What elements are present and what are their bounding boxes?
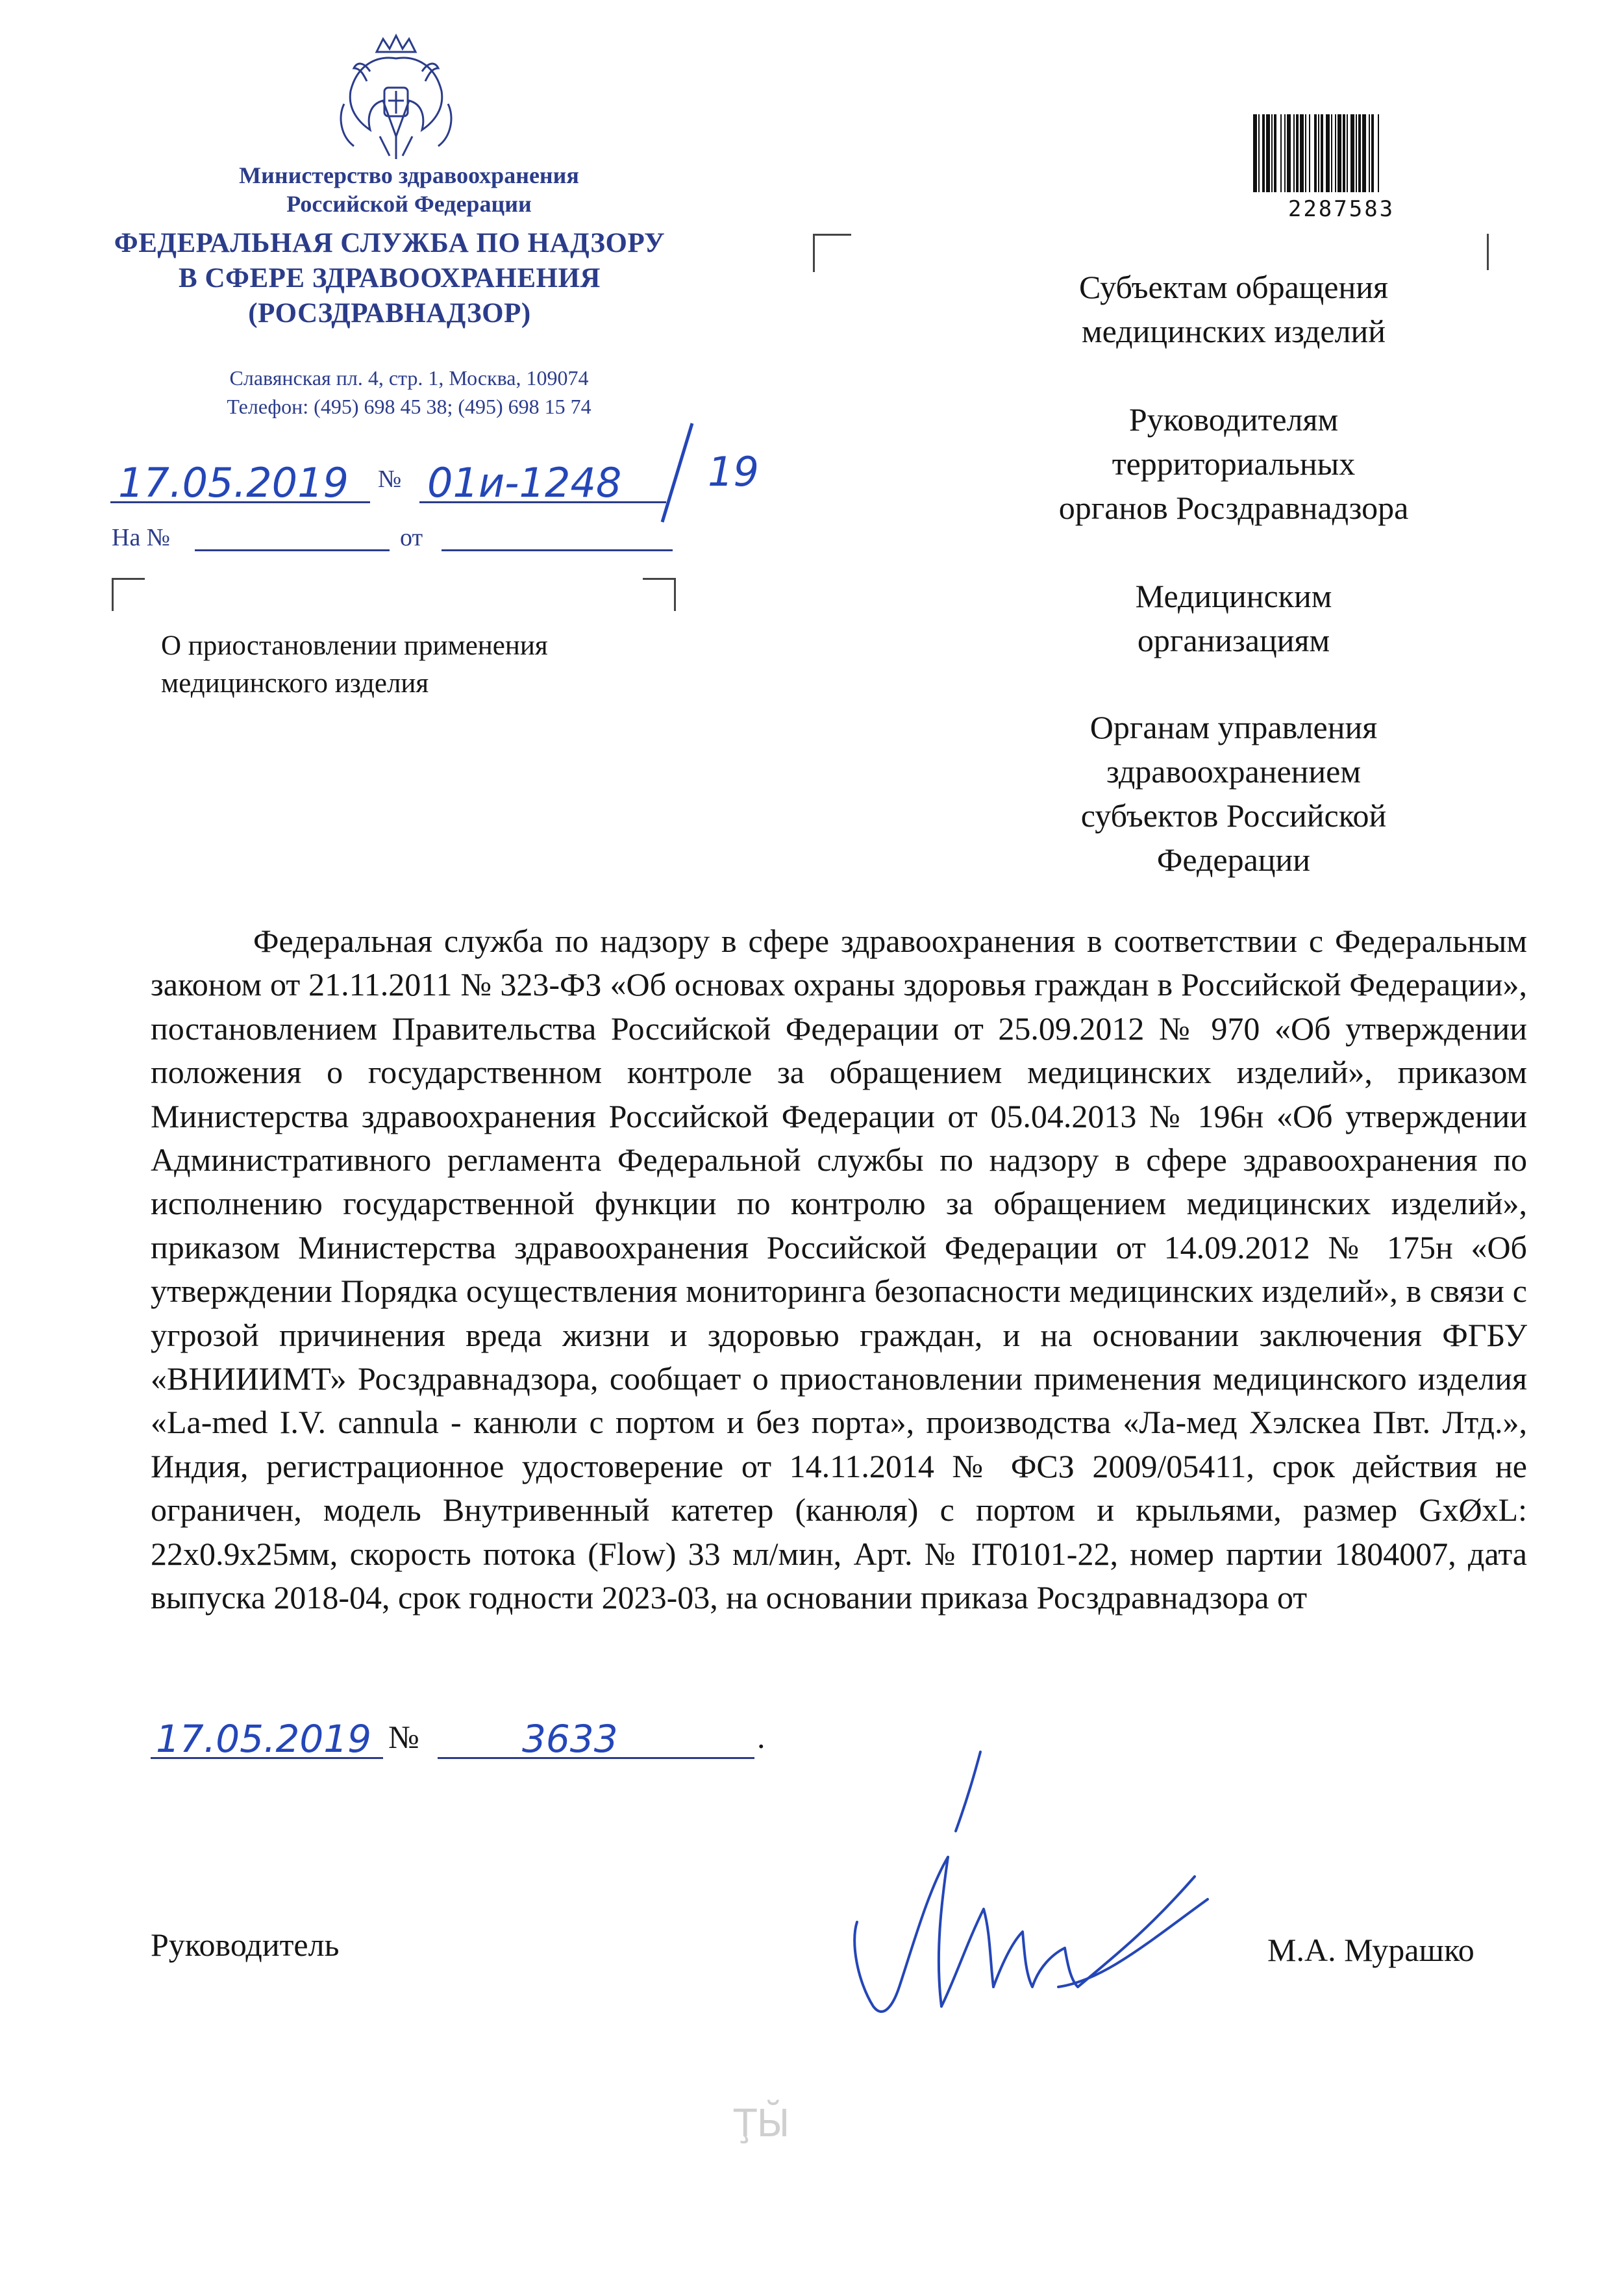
- subject-line-1: О приостановлении применения: [161, 630, 548, 661]
- recipient-block: [961, 265, 1506, 353]
- barcode-bar: [1356, 114, 1357, 192]
- barcode-bar: [1262, 114, 1265, 192]
- outgoing-date-field: [110, 455, 370, 506]
- faint-stamp-mark: ŢЫ̆: [734, 2101, 790, 2145]
- barcode-bar: [1318, 114, 1319, 192]
- barcode-bar: [1350, 114, 1354, 192]
- order-period: .: [757, 1719, 765, 1755]
- addressee-corner-left: [813, 234, 851, 272]
- barcode-bar: [1335, 114, 1336, 192]
- reply-date-blank: [442, 549, 673, 551]
- barcode-bar: [1314, 114, 1317, 192]
- outgoing-number-field: [419, 455, 666, 506]
- outgoing-slash-mark: [657, 421, 696, 525]
- barcode-bar: [1378, 114, 1379, 192]
- outgoing-number-sign: №: [378, 466, 402, 493]
- letterhead-address: Славянская пл. 4, стр. 1, Москва, 109074: [229, 366, 589, 390]
- service-line-1: ФЕДЕРАЛЬНАЯ СЛУЖБА ПО НАДЗОРУ: [114, 228, 666, 258]
- double-headed-eagle-emblem-icon: [331, 26, 461, 169]
- recipient-line: организациям: [1137, 622, 1330, 658]
- recipient-line: субъектов Российской: [1080, 797, 1387, 834]
- outgoing-year-handwritten: 19: [708, 448, 759, 495]
- recipient-line: медицинских изделий: [1081, 313, 1386, 349]
- ministry-line-1: Министерство здравоохранения: [239, 162, 579, 188]
- barcode-bar: [1305, 114, 1306, 192]
- recipient-line: Субъектам обращения: [1079, 269, 1388, 305]
- ministry-line-2: Российской Федерации: [286, 191, 532, 217]
- recipient-line: Руководителям: [1128, 401, 1339, 438]
- letterhead-phone: Телефон: (495) 698 45 38; (495) 698 15 74: [227, 395, 591, 418]
- service-line-2: В СФЕРЕ ЗДРАВООХРАНЕНИЯ: [179, 263, 601, 293]
- barcode-bar: [1362, 114, 1366, 192]
- handwritten-signature: [844, 1747, 1260, 2045]
- barcode-bar: [1326, 114, 1330, 192]
- order-date-handwritten: 17.05.2019: [156, 1717, 372, 1761]
- barcode-bar: [1296, 114, 1299, 192]
- barcode-bar: [1358, 114, 1361, 192]
- order-number-handwritten: 3633: [522, 1717, 618, 1761]
- recipient-line: Медицинским: [1135, 578, 1332, 614]
- service-name: [97, 226, 682, 331]
- order-date-field: [151, 1714, 383, 1759]
- barcode-bar: [1293, 114, 1295, 192]
- reply-number-blank: [195, 549, 390, 551]
- order-number-sign: №: [388, 1719, 419, 1755]
- recipient-block: [961, 705, 1506, 882]
- barcode-bar: [1343, 114, 1345, 192]
- barcode-bar: [1280, 114, 1282, 192]
- recipient-block: [961, 397, 1506, 530]
- letter-body: Федеральная служба по надзору в сфере здравоохранения в соответствии с Федеральным законом от 21.11.2011 № 323-ФЗ «Об основах охраны здоровья граждан в Российской Федерации», постановлением Правительства Российской Федерации от 25.09.2012 № 970 «Об утверждении положения о государственном контроле за обращением медицинских изделий», приказом Министерства здравоохранения Российской Федерации от 05.04.2013 № 196н «Об утверждении Административного регламента Федеральной службы по надзору в сфере здравоохранения по исполнению государственной функции по контролю за обращением медицинских изделий», приказом Министерства здравоохранения Российской Федерации от 14.09.2012 № 175н «Об утверждении Порядка осуществления мониторинга безопасности медицинских изделий», в связи с угрозой причинения вреда жизни и здоровью граждан, и на основании заключения ФГБУ «ВНИИИМТ» Росздравнадзора, сообщает о приостановлении применения медицинского изделия «La-med I.V. cannula - канюли с портом и без порта», производства «Ла-мед Хэлскеа Пвт. Лтд.», Индия, регистрационное удостоверение от 14.11.2014 № ФСЗ 2009/05411, срок действия не ограничен, модель Внутривенный катетер (канюля) с портом и крыльями, размер GxØxL: 22x0.9x25мм, скорость потока (Flow) 33 мл/мин, Арт. № IT0101-22, номер партии 1804007, дата выпуска 2018-04, срок годности 2023-03, на основании приказа Росздравнадзора от: [151, 923, 1527, 1616]
- subject-line-2: медицинского изделия: [161, 668, 429, 699]
- recipient-line: здравоохранением: [1106, 753, 1361, 790]
- recipient-line: Федерации: [1156, 842, 1311, 878]
- barcode-bar: [1258, 114, 1260, 192]
- barcode-bar: [1309, 114, 1310, 192]
- subject-corner-right: [643, 578, 676, 611]
- recipient-line: органов Росздравнадзора: [1058, 490, 1409, 526]
- reply-from-label: от: [400, 524, 423, 551]
- recipient-line: территориальных: [1112, 445, 1356, 482]
- reply-number-label: На №: [112, 524, 171, 551]
- recipient-block: [961, 574, 1506, 662]
- ministry-name: [117, 161, 701, 218]
- barcode-bar: [1338, 114, 1341, 192]
- barcode-bar: [1253, 114, 1257, 192]
- barcode-number: 2287583: [1288, 196, 1395, 222]
- signer-title: Руководитель: [151, 1927, 340, 1963]
- letter-subject: [161, 627, 680, 703]
- subject-corner-left: [112, 578, 145, 611]
- barcode-image: [1252, 114, 1431, 203]
- signer-name: М.А. Мурашко: [1267, 1932, 1474, 1968]
- barcode-bar: [1274, 114, 1276, 192]
- barcode-bar: [1369, 114, 1370, 192]
- order-number-field: [438, 1714, 754, 1759]
- barcode-bar: [1287, 114, 1291, 192]
- barcode-bar: [1347, 114, 1348, 192]
- outgoing-number-handwritten: 01и-1248: [427, 459, 622, 506]
- recipient-line: Органам управления: [1089, 709, 1378, 745]
- barcode-bar: [1331, 114, 1332, 192]
- barcode-bar: [1321, 114, 1323, 192]
- outgoing-date-handwritten: 17.05.2019: [118, 459, 349, 506]
- order-reference: [151, 1714, 800, 1761]
- barcode-bar: [1271, 114, 1273, 192]
- barcode-bar: [1266, 114, 1270, 192]
- service-line-3: (РОСЗДРАВНАДЗОР): [248, 298, 531, 329]
- barcode-bar: [1284, 114, 1286, 192]
- barcode-bar: [1300, 114, 1304, 192]
- barcode-bar: [1371, 114, 1374, 192]
